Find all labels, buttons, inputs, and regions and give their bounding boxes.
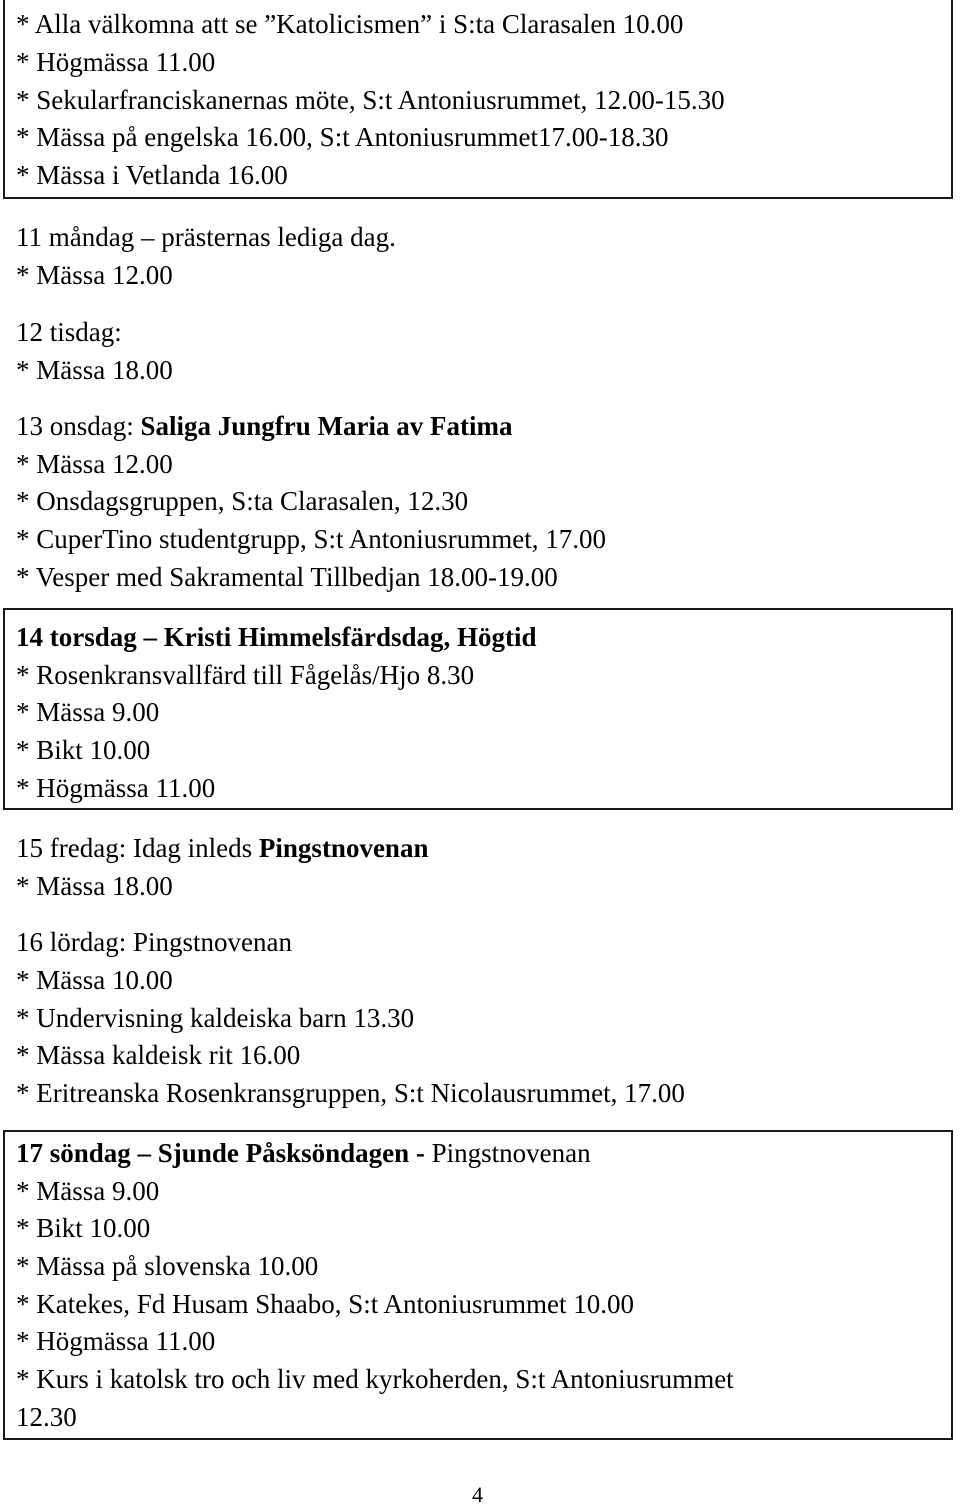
page-number: 4: [472, 1482, 483, 1507]
day-heading: [16, 833, 428, 863]
schedule-line: * Vesper med Sakramental Tillbedjan 18.00-19.00: [16, 562, 558, 592]
day-heading-suffix: Pingstnovenan: [424, 1138, 591, 1168]
schedule-line: * Eritreanska Rosenkransgruppen, S:t Nicolausrummet, 17.00: [16, 1078, 685, 1108]
day-heading: 11 måndag – prästernas lediga dag.: [16, 222, 396, 252]
feast-name: Pingstnovenan: [258, 833, 429, 863]
day-heading: [16, 1138, 591, 1168]
schedule-line: * Mässa kaldeisk rit 16.00: [16, 1040, 301, 1070]
schedule-line: * Onsdagsgruppen, S:ta Clarasalen, 12.30: [16, 486, 469, 516]
schedule-line: * Mässa 10.00: [16, 965, 173, 995]
schedule-line: * Sekularfranciskanernas möte, S:t Antoniusrummet, 12.00-15.30: [16, 85, 725, 115]
schedule-line: * Mässa 18.00: [16, 355, 173, 385]
day-heading: [16, 411, 513, 441]
schedule-line: * Mässa 9.00: [16, 697, 160, 727]
day-heading: 12 tisdag:: [16, 317, 122, 347]
schedule-line: * Rosenkransvallfärd till Fågelås/Hjo 8.30: [16, 660, 475, 690]
schedule-line: * Högmässa 11.00: [16, 47, 216, 77]
schedule-line: * Mässa på engelska 16.00, S:t Antoniusrummet17.00-18.30: [16, 122, 669, 152]
schedule-line: * Mässa 12.00: [16, 449, 173, 479]
day-heading-prefix: 13 onsdag:: [16, 411, 141, 441]
schedule-line: * Mässa i Vetlanda 16.00: [16, 160, 288, 190]
schedule-line: * Katekes, Fd Husam Shaabo, S:t Antoniusrummet 10.00: [16, 1289, 634, 1319]
schedule-line: * Mässa på slovenska 10.00: [16, 1251, 319, 1281]
feast-name: Saliga Jungfru Maria av Fatima: [140, 411, 513, 441]
schedule-line: * Mässa 12.00: [16, 260, 173, 290]
schedule-line: * Mässa 18.00: [16, 871, 173, 901]
schedule-line: * Mässa 9.00: [16, 1176, 160, 1206]
schedule-line: 12.30: [16, 1402, 77, 1432]
schedule-line: * Högmässa 11.00: [16, 1326, 216, 1356]
day-heading: 14 torsdag – Kristi Himmelsfärdsdag, Högtid: [16, 622, 537, 652]
schedule-line: * Kurs i katolsk tro och liv med kyrkoherden, S:t Antoniusrummet: [16, 1364, 734, 1394]
schedule-line: * Alla välkomna att se ”Katolicismen” i S:ta Clarasalen 10.00: [16, 9, 684, 39]
schedule-line: * CuperTino studentgrupp, S:t Antoniusrummet, 17.00: [16, 524, 607, 554]
schedule-line: * Undervisning kaldeiska barn 13.30: [16, 1003, 415, 1033]
day-heading-prefix: 15 fredag: Idag inleds: [16, 833, 259, 863]
schedule-line: * Bikt 10.00: [16, 1213, 151, 1243]
day-heading: 16 lördag: Pingstnovenan: [16, 927, 292, 957]
schedule-line: * Bikt 10.00: [16, 735, 151, 765]
feast-name: 17 söndag – Sjunde Påsksöndagen -: [16, 1138, 425, 1168]
schedule-line: * Högmässa 11.00: [16, 773, 216, 803]
